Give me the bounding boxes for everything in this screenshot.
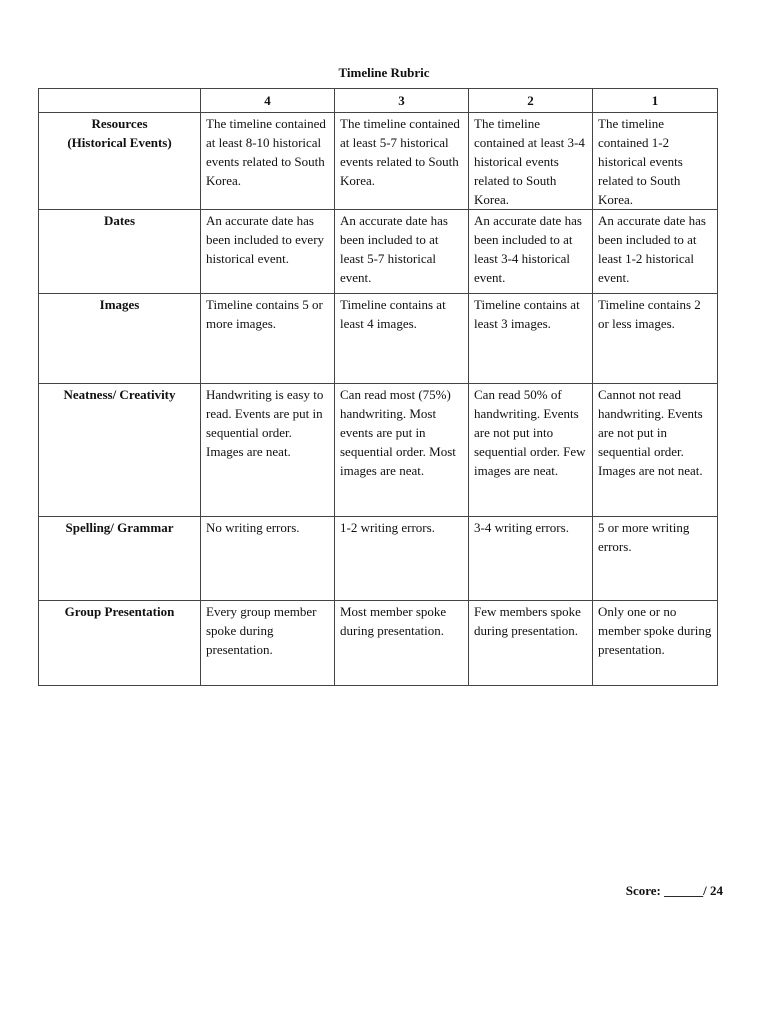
criterion-cell: An accurate date has been included to at least 1-2 historical event. [593, 210, 718, 294]
criterion-cell: The timeline contained at least 3-4 historical events related to South Korea. [469, 113, 593, 210]
criterion-cell: Timeline contains 2 or less images. [593, 294, 718, 384]
criterion-cell: Timeline contains at least 3 images. [469, 294, 593, 384]
criterion-cell: An accurate date has been included to at least 5-7 historical event. [335, 210, 469, 294]
criterion-label: Spelling/ Grammar [39, 517, 201, 601]
criterion-cell: The timeline contained at least 5-7 historical events related to South Korea. [335, 113, 469, 210]
criterion-label: Resources (Historical Events) [39, 113, 201, 210]
criterion-cell: Timeline contains at least 4 images. [335, 294, 469, 384]
header-score-1: 1 [593, 89, 718, 113]
rubric-row-neatness [39, 384, 718, 517]
criterion-cell: 3-4 writing errors. [469, 517, 593, 601]
criterion-cell: Only one or no member spoke during presentation. [593, 601, 718, 686]
criterion-cell: Handwriting is easy to read. Events are put in sequential order. Images are neat. [201, 384, 335, 517]
header-score-4: 4 [201, 89, 335, 113]
rubric-table [38, 88, 718, 686]
score-line: Score: ______/ 24 [625, 883, 723, 898]
criterion-cell: An accurate date has been included to at least 3-4 historical event. [469, 210, 593, 294]
criterion-label: Dates [39, 210, 201, 294]
rubric-row-images [39, 294, 718, 384]
page-title: Timeline Rubric [338, 65, 430, 80]
rubric-header-row [39, 89, 718, 113]
criterion-cell: 1-2 writing errors. [335, 517, 469, 601]
rubric-row-presentation [39, 601, 718, 686]
header-score-2: 2 [469, 89, 593, 113]
criterion-cell: 5 or more writing errors. [593, 517, 718, 601]
criterion-cell: No writing errors. [201, 517, 335, 601]
criterion-cell: Every group member spoke during presentation. [201, 601, 335, 686]
criterion-cell: Can read most (75%) handwriting. Most events are put in sequential order. Most images are neat. [335, 384, 469, 517]
criterion-cell: Timeline contains 5 or more images. [201, 294, 335, 384]
criterion-cell: Can read 50% of handwriting. Events are not put into sequential order. Few images are neat. [469, 384, 593, 517]
criterion-cell: The timeline contained at least 8-10 historical events related to South Korea. [201, 113, 335, 210]
header-score-3: 3 [335, 89, 469, 113]
rubric-row-spelling [39, 517, 718, 601]
criterion-label: Group Presentation [39, 601, 201, 686]
criterion-cell: The timeline contained 1-2 historical events related to South Korea. [593, 113, 718, 210]
criterion-cell: Most member spoke during presentation. [335, 601, 469, 686]
criterion-label: Neatness/ Creativity [39, 384, 201, 517]
criterion-label: Images [39, 294, 201, 384]
rubric-row-dates [39, 210, 718, 294]
criterion-cell: An accurate date has been included to every historical event. [201, 210, 335, 294]
header-blank-cell [39, 89, 201, 113]
rubric-row-resources [39, 113, 718, 210]
criterion-cell: Few members spoke during presentation. [469, 601, 593, 686]
criterion-cell: Cannot not read handwriting. Events are not put in sequential order. Images are not neat. [593, 384, 718, 517]
